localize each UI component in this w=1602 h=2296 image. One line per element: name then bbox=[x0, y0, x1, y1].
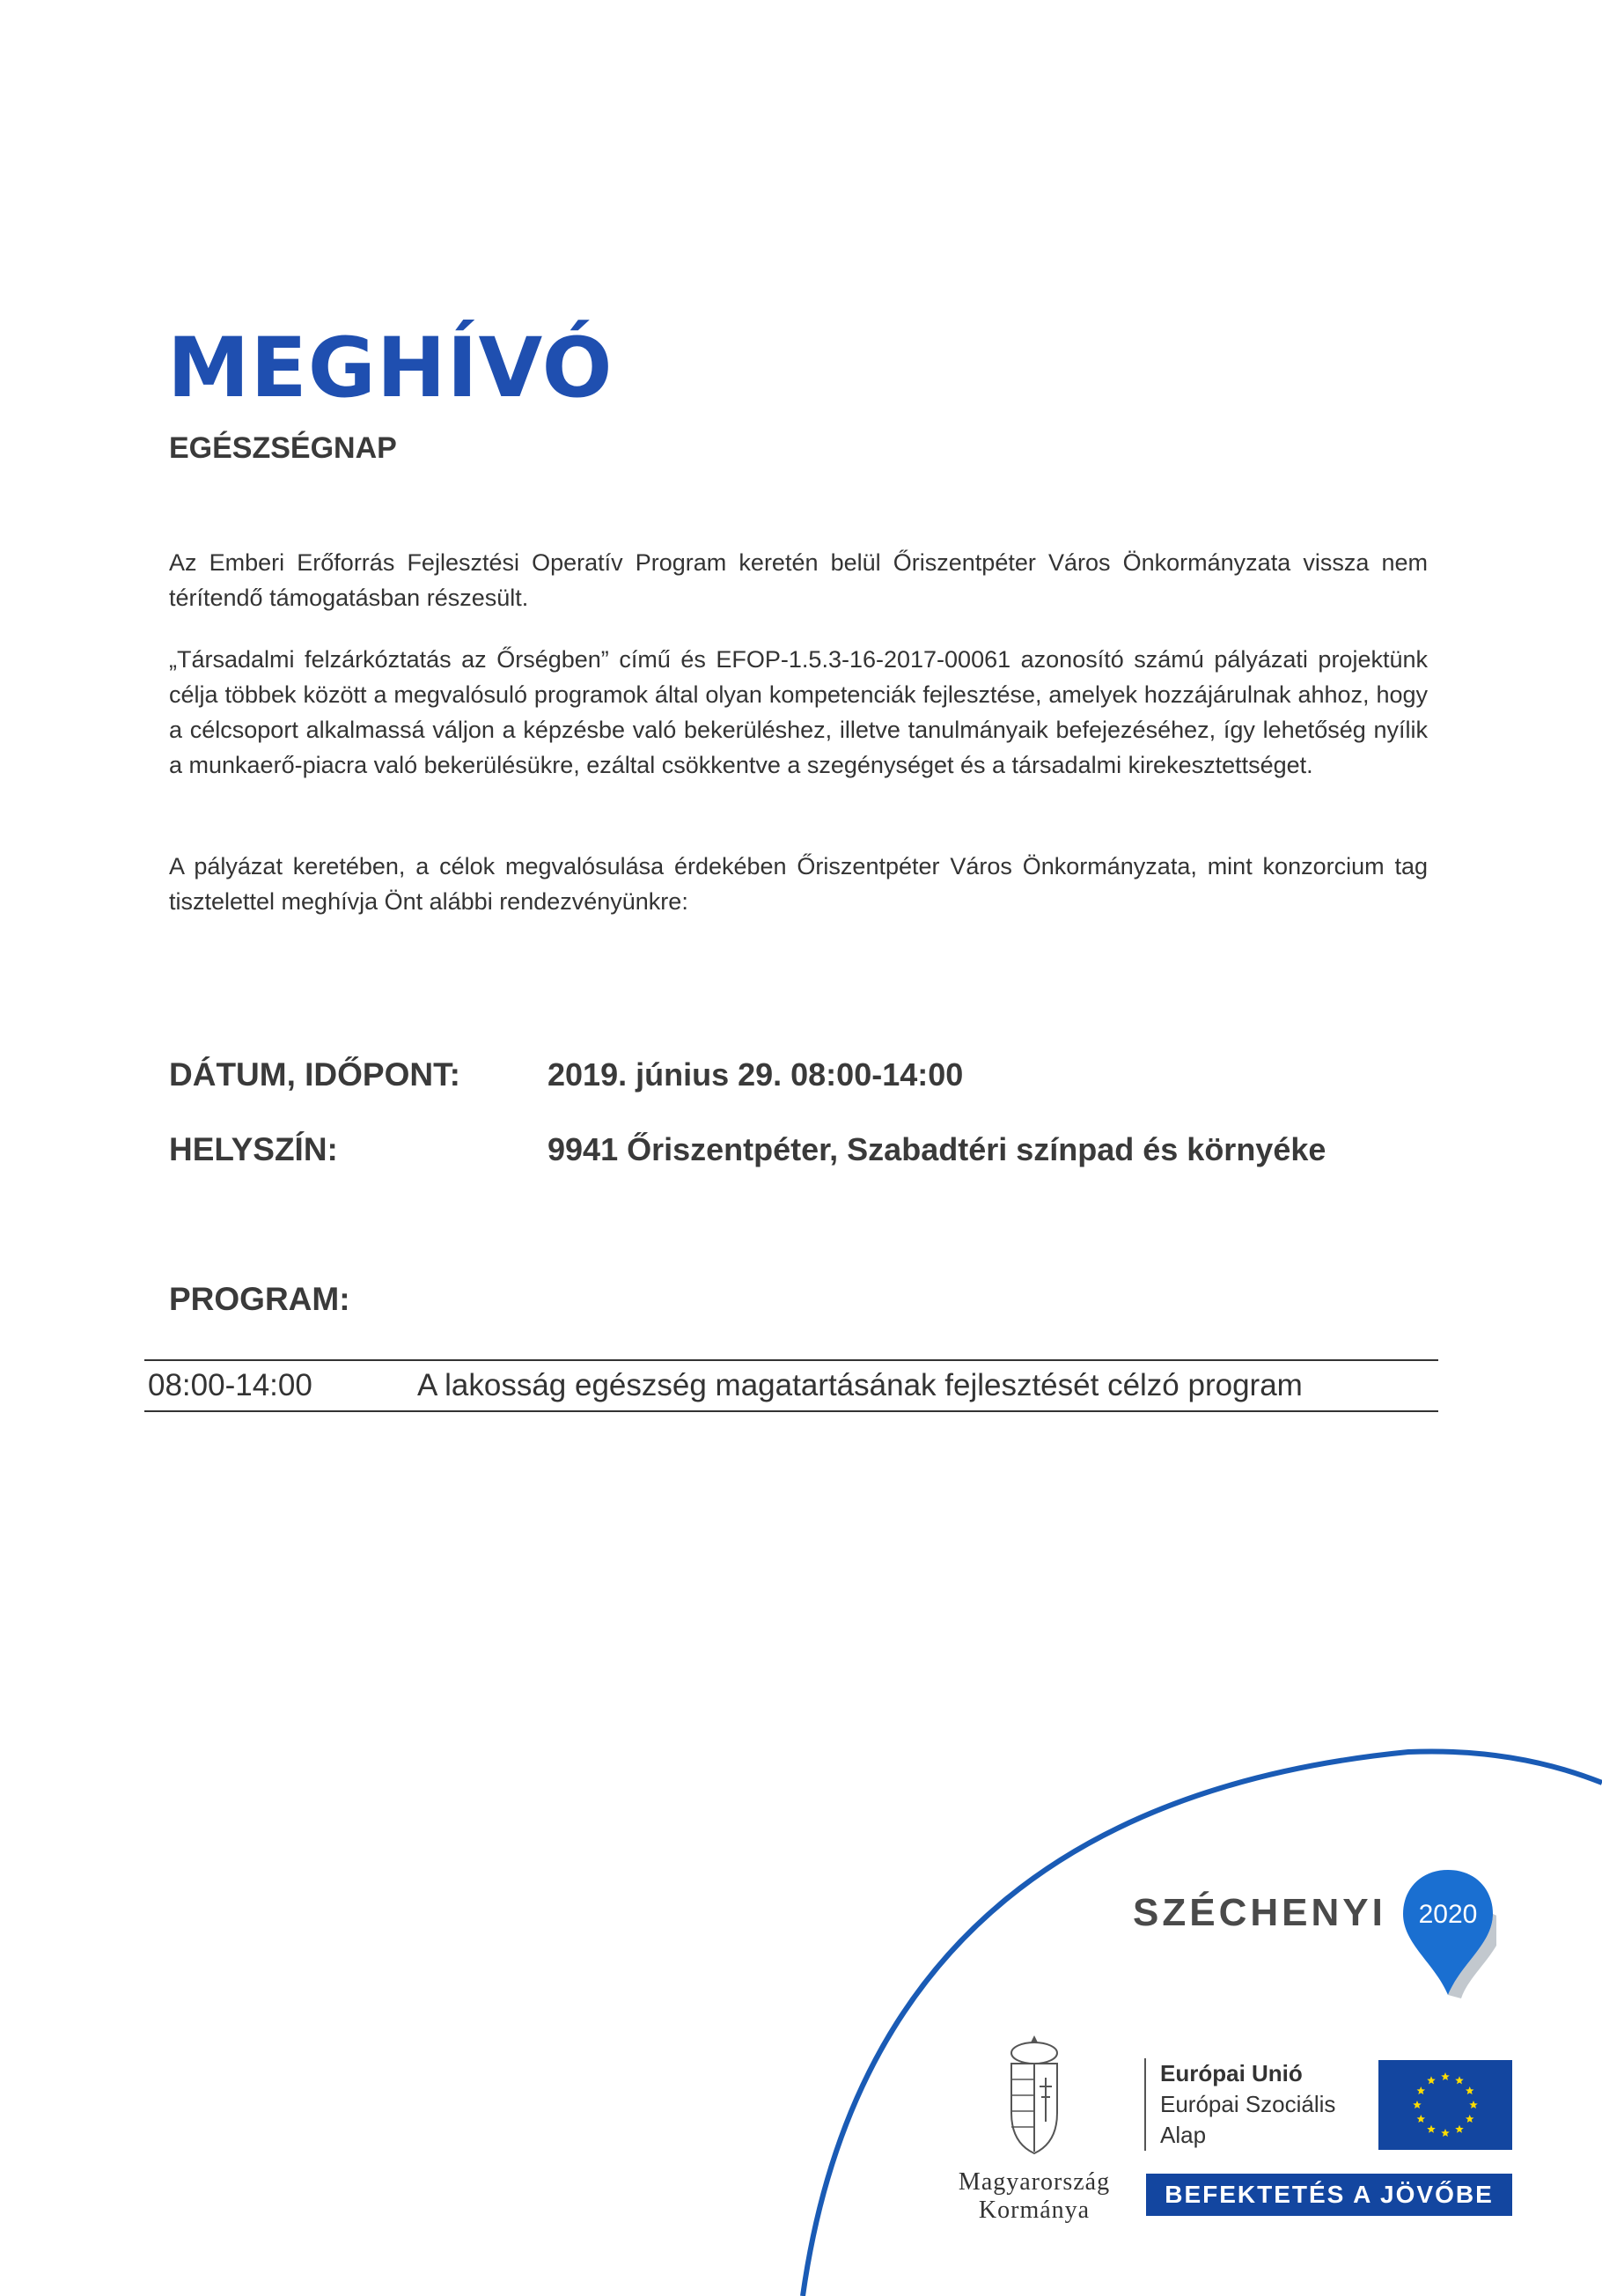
program-description: A lakosság egészség magatartásának fejlesztését célzó program bbox=[417, 1368, 1303, 1402]
szechenyi-logo-text: SZÉCHENYI bbox=[1133, 1891, 1386, 1934]
project-paragraph: „Társadalmi felzárkóztatás az Őrségben” című és EFOP-1.5.3-16-2017-00061 azonosító számú pályázati projektünk célja többek között a megvalósuló programok által olyan kompetenciák fejlesztése, amelyek hozzájárulnak ahhoz, hogy a célcsoport alkalmassá váljon a képzésbe való bekerüléshez, illetve tanulmányaik befejezéséhez, így lehetőség nyílik a munkaerő-piacra való bekerülésükre, ezáltal csökkentve a szegénységet és a társadalmi kirekesztettséget. bbox=[169, 646, 1428, 778]
eu-line-1: Európai Unió bbox=[1160, 2060, 1303, 2086]
hungarian-coat-of-arms-icon bbox=[999, 2034, 1069, 2157]
invitation-paragraph: A pályázat keretében, a célok megvalósulása érdekében Őriszentpéter Város Önkormányzata, mint konzorcium tag tisztelettel meghívja Önt alábbi rendezvényünkre: bbox=[169, 853, 1428, 915]
date-label: DÁTUM, IDŐPONT: bbox=[169, 1056, 460, 1093]
eu-flag-icon bbox=[1378, 2060, 1512, 2150]
government-line-1: Magyarország bbox=[958, 2168, 1111, 2196]
szechenyi-year: 2020 bbox=[1418, 1900, 1478, 1929]
eu-divider bbox=[1144, 2058, 1146, 2151]
eu-banner: BEFEKTETÉS A JÖVŐBE bbox=[1146, 2174, 1512, 2216]
government-line-2: Kormánya bbox=[978, 2197, 1091, 2224]
page-subtitle: EGÉSZSÉGNAP bbox=[169, 431, 397, 465]
szechenyi-2020-pin-icon bbox=[1400, 1866, 1496, 1998]
program-label: PROGRAM: bbox=[169, 1281, 350, 1317]
place-label: HELYSZÍN: bbox=[169, 1131, 338, 1167]
place-value: 9941 Őriszentpéter, Szabadtéri színpad és környéke bbox=[547, 1131, 1326, 1167]
page-title: MEGHÍVÓ bbox=[167, 320, 614, 416]
program-time: 08:00-14:00 bbox=[148, 1368, 312, 1402]
intro-paragraph: Az Emberi Erőforrás Fejlesztési Operatív Program keretén belül Őriszentpéter Város Önkormányzata vissza nem térítendő támogatásban részesült. bbox=[169, 549, 1428, 611]
eu-line-2: Európai Szociális bbox=[1160, 2091, 1336, 2117]
date-value: 2019. június 29. 08:00-14:00 bbox=[547, 1056, 964, 1093]
eu-line-3: Alap bbox=[1160, 2122, 1207, 2148]
